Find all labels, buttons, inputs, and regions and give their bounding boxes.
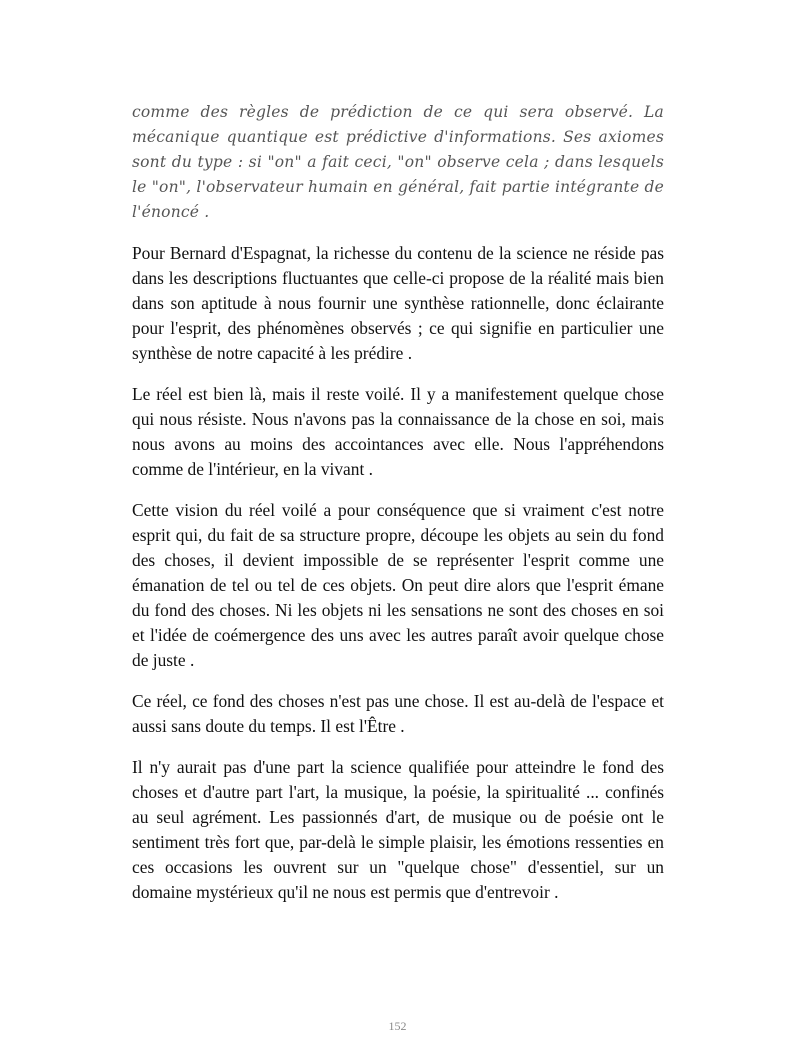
paragraph-fond-des-choses: Ce réel, ce fond des choses n'est pas une chose. Il est au-delà de l'espace et aussi sans doute du temps. Il est l'Être .	[132, 691, 664, 736]
page-number: 152	[388, 1019, 407, 1033]
paragraph-reel-voile: Le réel est bien là, mais il reste voilé. Il y a manifestement quelque chose qui nous résiste. Nous n'avons pas la connaissance de la chose en soi, mais nous avons au moins des accointances avec elle. Nous l'appréhendons comme de l'intérieur, en la vivant .	[132, 384, 664, 479]
quote-paragraph: comme des règles de prédiction de ce qui sera observé. La mécanique quantique est prédictive d'informations. Ses axiomes sont du type : si "on" a fait ceci, "on" observe cela ; dans lesquels le "on", l'observateur humain en général, fait partie intégrante de l'énoncé .	[132, 103, 664, 221]
page-body	[132, 100, 664, 921]
paragraph-espagnat: Pour Bernard d'Espagnat, la richesse du contenu de la science ne réside pas dans les descriptions fluctuantes que celle-ci propose de la réalité mais bien dans son aptitude à nous fournir une synthèse rationnelle, donc éclairante pour l'esprit, des phénomènes observés ; ce qui signifie en particulier une synthèse de notre capacité à les prédire .	[132, 243, 664, 363]
paragraph-science-art: Il n'y aurait pas d'une part la science qualifiée pour atteindre le fond des choses et d'autre part l'art, la musique, la poésie, la spiritualité ... confinés au seul agrément. Les passionnés d'art, de musique ou de poésie ont le sentiment très fort que, par-delà le simple plaisir, les émotions ressenties en ces occasions les ouvrent sur un "quelque chose" d'essentiel, sur un domaine mystérieux qu'il ne nous est permis que d'entrevoir .	[132, 757, 664, 902]
paragraph-vision: Cette vision du réel voilé a pour conséquence que si vraiment c'est notre esprit qui, du fait de sa structure propre, découpe les objets au sein du fond des choses, il devient impossible de se représenter l'esprit comme une émanation de tel ou tel de ces objets. On peut dire alors que l'esprit émane du fond des choses. Ni les objets ni les sensations ne sont des choses en soi et l'idée de coémergence des uns avec les autres paraît avoir quelque chose de juste .	[132, 500, 664, 670]
